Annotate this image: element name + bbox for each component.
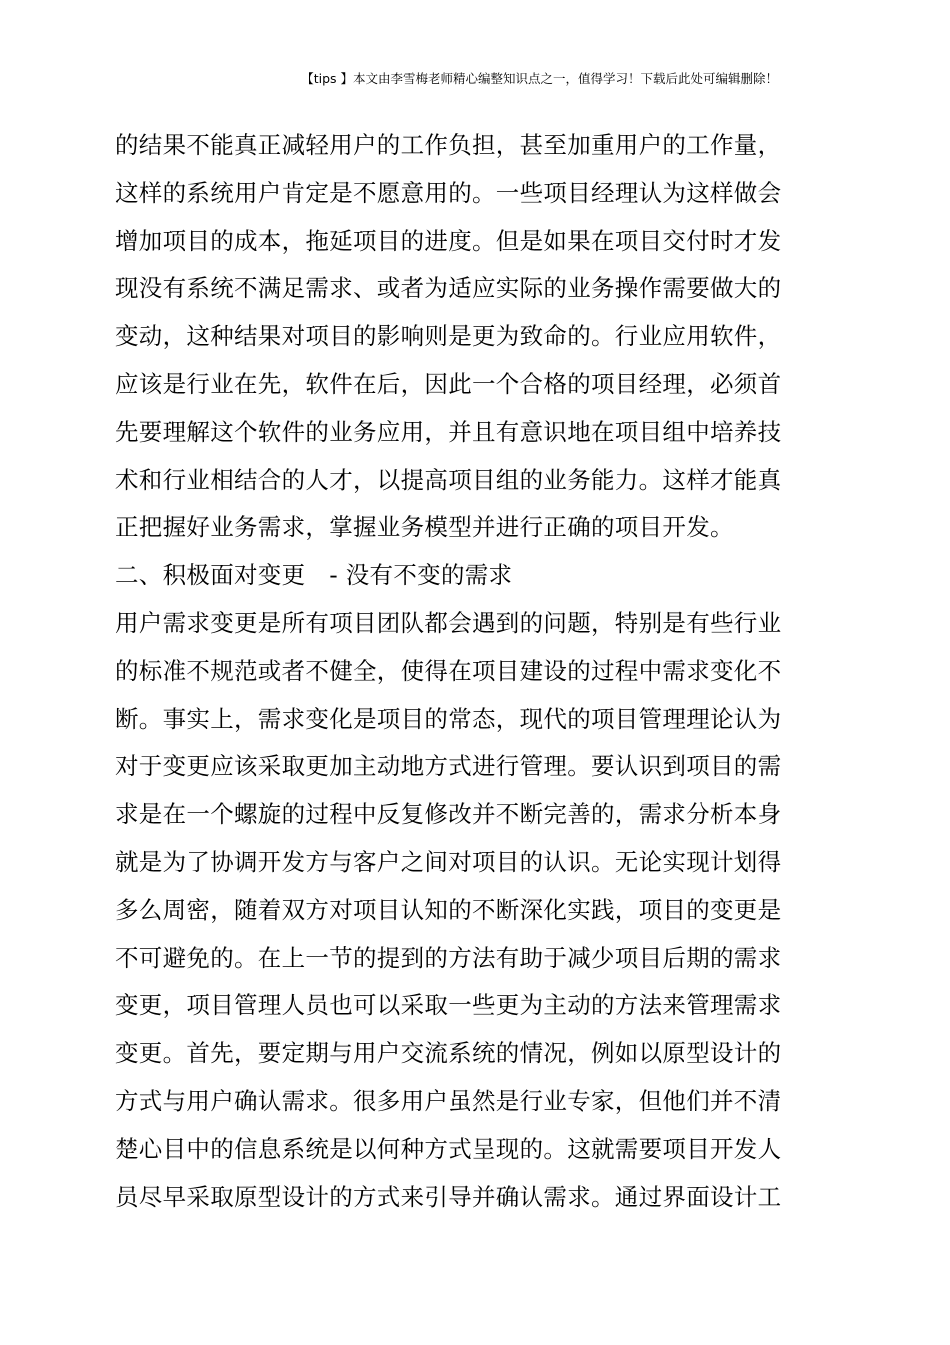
text-line: 用户需求变更是所有项目团队都会遇到的问题，特别是有些行业 — [115, 608, 782, 637]
text-line: 变更。首先，要定期与用户交流系统的情况，例如以原型设计的 — [115, 1039, 782, 1068]
text-line: 应该是行业在先，软件在后，因此一个合格的项目经理，必须首 — [115, 369, 782, 398]
text-line: 楚心目中的信息系统是以何种方式呈现的。这就需要项目开发人 — [115, 1134, 782, 1163]
text-line: 术和行业相结合的人才，以提高项目组的业务能力。这样才能真 — [115, 465, 782, 494]
section-heading: 二、积极面对变更 - 没有不变的需求 — [115, 561, 513, 590]
text-line: 就是为了协调开发方与客户之间对项目的认识。无论实现计划得 — [115, 847, 782, 876]
text-line: 断。事实上，需求变化是项目的常态，现代的项目管理理论认为 — [115, 704, 782, 733]
text-line: 求是在一个螺旋的过程中反复修改并不断完善的，需求分析本身 — [115, 800, 782, 829]
text-line: 不可避免的。在上一节的提到的方法有助于减少项目后期的需求 — [115, 943, 782, 972]
text-line: 正把握好业务需求，掌握业务模型并进行正确的项目开发。 — [115, 513, 734, 542]
body-text — [115, 122, 782, 1221]
text-line: 方式与用户确认需求。很多用户虽然是行业专家，但他们并不清 — [115, 1086, 782, 1115]
text-line: 变动，这种结果对项目的影响则是更为致命的。行业应用软件， — [115, 322, 782, 351]
text-line: 多么周密，随着双方对项目认知的不断深化实践，项目的变更是 — [115, 895, 782, 924]
text-line: 的标准不规范或者不健全，使得在项目建设的过程中需求变化不 — [115, 656, 782, 685]
text-line: 员尽早采取原型设计的方式来引导并确认需求。通过界面设计工 — [115, 1182, 782, 1211]
text-line: 增加项目的成本，拖延项目的进度。但是如果在项目交付时才发 — [115, 226, 782, 255]
text-line: 的结果不能真正减轻用户的工作负担，甚至加重用户的工作量， — [115, 131, 782, 159]
text-line: 变更，项目管理人员也可以采取一些更为主动的方法来管理需求 — [115, 991, 782, 1020]
text-line: 这样的系统用户肯定是不愿意用的。一些项目经理认为这样做会 — [115, 178, 782, 207]
text-line: 现没有系统不满足需求、或者为适应实际的业务操作需要做大的 — [115, 274, 782, 303]
header-tip: 【tips 】本文由李雪梅老师精心编整知识点之一，值得学习！下载后此处可编辑删除！ — [301, 71, 778, 86]
text-line: 先要理解这个软件的业务应用，并且有意识地在项目组中培养技 — [115, 417, 782, 446]
text-line: 对于变更应该采取更加主动地方式进行管理。要认识到项目的需 — [115, 752, 782, 781]
